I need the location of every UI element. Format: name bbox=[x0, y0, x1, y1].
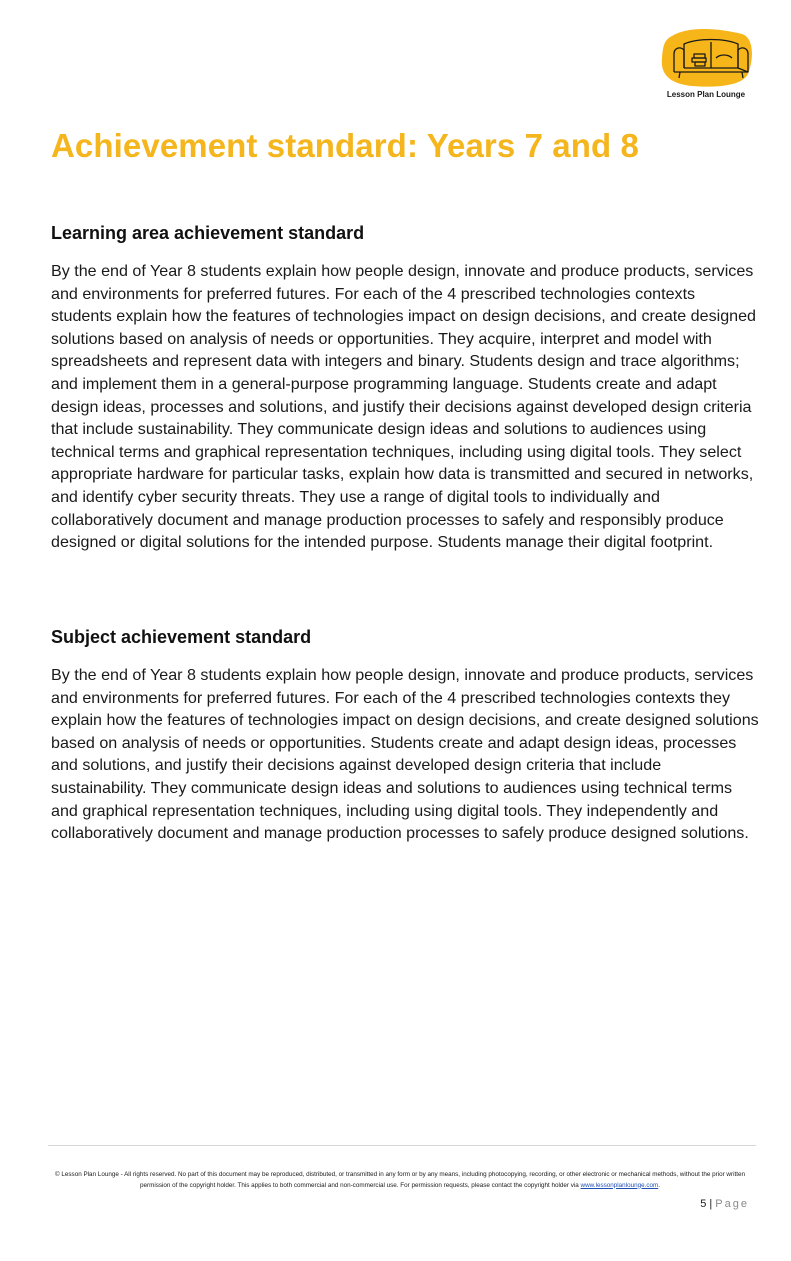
copyright-text: © Lesson Plan Lounge - All rights reserved. No part of this document may be reproduced, distributed, or transmitted in any form or by any means, including photocopying, recording, or other electronic or mechanical methods, without the prior written permission of the copyright holder. This applies to both commercial and non-commercial use. For permission requests, please contact the copyright holder via bbox=[55, 1171, 745, 1189]
footer-divider bbox=[48, 1145, 756, 1146]
logo-text: Lesson Plan Lounge bbox=[666, 90, 746, 99]
page-label: Page bbox=[715, 1198, 749, 1210]
website-link[interactable]: www.lessonplanlounge.com bbox=[580, 1181, 659, 1189]
sofa-icon bbox=[658, 28, 754, 90]
subject-paragraph: By the end of Year 8 students explain how people design, innovate and produce products, services and environments for preferred futures. For each of the 4 prescribed technologies contexts they explain how the features of technologies impact on design decisions, and create designed solutions based on analysis of needs or opportunities. Students create and adapt design ideas, processes and solutions, and justify their decisions against developed design criteria that include sustainability. They communicate design ideas and solutions to audiences using technical terms and graphical representation techniques, including using digital tools. They independently and collaboratively document and manage production processes to safely produce designed solutions. bbox=[51, 666, 759, 843]
copyright-notice bbox=[55, 1170, 745, 1191]
subject-heading: Subject achievement standard bbox=[51, 627, 312, 647]
learning-area-paragraph: By the end of Year 8 students explain how people design, innovate and produce products, services and environments for preferred futures. For each of the 4 prescribed technologies contexts students explain how the features of technologies impact on design decisions, and create designed solutions based on analysis of needs or opportunities. They acquire, interpret and model with spreadsheets and represent data with integers and binary. Students design and trace algorithms; and implement them in a general-purpose programming language. Students create and adapt design ideas, processes and solutions, and justify their decisions against developed design criteria that include sustainability. They communicate design ideas and solutions to audiences using technical terms and graphical representation techniques, including using digital tools. They select appropriate hardware for particular tasks, explain how data is transmitted and secured in networks, and identify cyber security threats. They use a range of digital tools to individually and collaboratively document and manage production processes to safely and responsibly produce designed or digital solutions for the intended purpose. Students manage their digital footprint. bbox=[51, 262, 757, 552]
learning-area-heading: Learning area achievement standard bbox=[51, 223, 365, 243]
page-separator: | bbox=[709, 1198, 713, 1210]
copyright-period: . bbox=[658, 1181, 660, 1189]
page-title: Achievement standard: Years 7 and 8 bbox=[51, 127, 639, 164]
page-number-value: 5 bbox=[700, 1198, 707, 1210]
page-number bbox=[700, 1198, 749, 1210]
logo bbox=[656, 28, 756, 104]
